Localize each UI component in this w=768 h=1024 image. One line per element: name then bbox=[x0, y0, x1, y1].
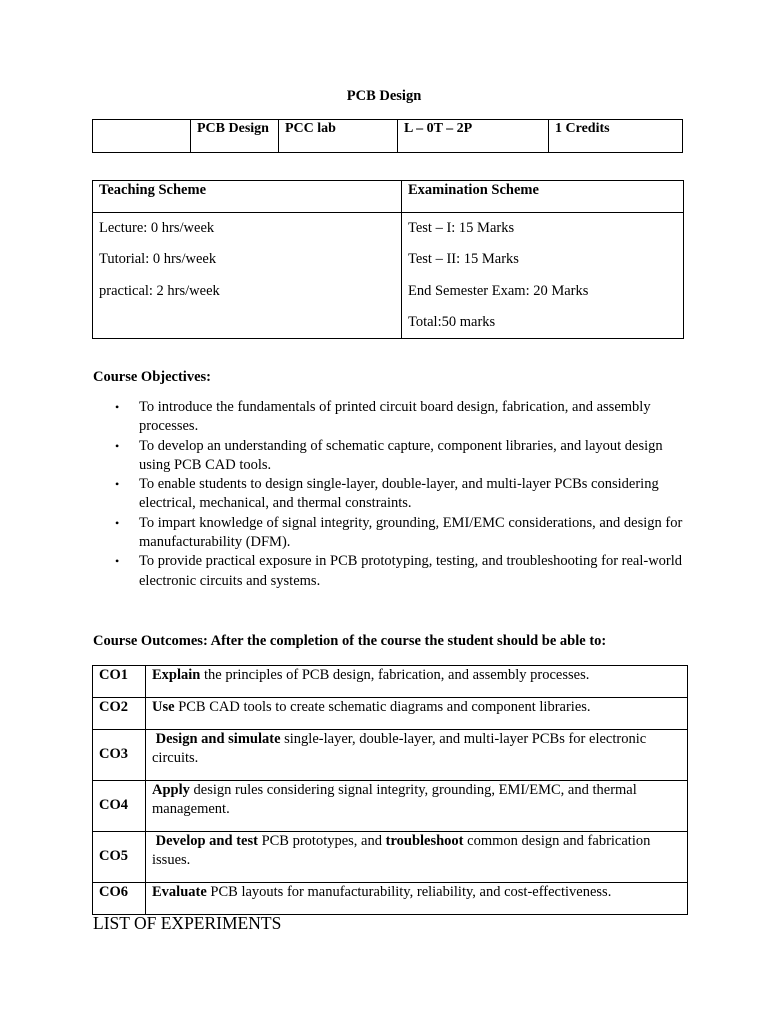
co-description bbox=[146, 730, 688, 781]
exam-scheme-header-text: Examination Scheme bbox=[408, 182, 539, 198]
table-row bbox=[93, 832, 688, 883]
co-verb: Apply bbox=[152, 782, 190, 798]
co-text-2: common design and fabrication issues. bbox=[152, 833, 651, 869]
teaching-scheme-header bbox=[93, 181, 402, 213]
co-code: CO6 bbox=[93, 883, 146, 915]
exam-test-1: Test – I: 15 Marks bbox=[408, 220, 515, 236]
list-item bbox=[93, 437, 693, 476]
objective-text: To develop an understanding of schematic capture, component libraries, and layout design using PCB CAD tools. bbox=[139, 437, 663, 473]
co-description bbox=[146, 832, 688, 883]
co-description bbox=[146, 666, 688, 698]
co-text: PCB layouts for manufacturability, reliability, and cost-effectiveness. bbox=[206, 884, 612, 900]
co-verb: Design and simulate bbox=[152, 731, 281, 747]
co-text: the principles of PCB design, fabrication, and assembly processes. bbox=[200, 667, 590, 683]
bullet-icon: • bbox=[115, 477, 120, 492]
course-name-cell: PCB Design bbox=[191, 120, 279, 153]
co-text: PCB prototypes, and bbox=[257, 833, 386, 849]
co-verb-2: troubleshoot bbox=[385, 833, 464, 849]
course-info-table bbox=[92, 119, 683, 153]
co-description bbox=[146, 883, 688, 915]
outcomes-table bbox=[92, 665, 688, 915]
teaching-tutorial: Tutorial: 0 hrs/week bbox=[99, 251, 217, 268]
course-ltp-cell: L – 0T – 2P bbox=[398, 120, 549, 153]
co-code: CO3 bbox=[93, 730, 146, 781]
table-row bbox=[93, 666, 688, 698]
exam-scheme-body bbox=[402, 213, 684, 339]
co-code: CO2 bbox=[93, 698, 146, 730]
teaching-lecture: Lecture: 0 hrs/week bbox=[99, 220, 215, 236]
list-of-experiments-heading: LIST OF EXPERIMENTS bbox=[93, 913, 282, 933]
bullet-icon: • bbox=[115, 438, 120, 453]
co-code: CO5 bbox=[93, 832, 146, 883]
co-code: CO1 bbox=[93, 666, 146, 698]
table-row bbox=[93, 883, 688, 915]
bullet-icon: • bbox=[115, 554, 120, 569]
co-verb: Explain bbox=[152, 667, 201, 683]
course-credits-cell: 1 Credits bbox=[549, 120, 683, 153]
course-blank-cell bbox=[93, 120, 191, 153]
list-item bbox=[93, 514, 693, 553]
co-text: design rules considering signal integrity, grounding, EMI/EMC, and thermal management. bbox=[152, 782, 637, 818]
exam-end-sem: End Semester Exam: 20 Marks bbox=[408, 282, 589, 299]
list-item bbox=[93, 552, 693, 591]
co-verb: Develop and test bbox=[152, 833, 258, 849]
objective-text: To enable students to design single-layer, double-layer, and multi-layer PCBs considering electrical, mechanical, and thermal constraints. bbox=[139, 476, 659, 512]
outcomes-heading: Course Outcomes: After the completion of the course the student should be able to: bbox=[93, 633, 607, 649]
co-verb: Evaluate bbox=[152, 884, 207, 900]
co-code: CO4 bbox=[93, 781, 146, 832]
teaching-scheme-header-text: Teaching Scheme bbox=[99, 182, 207, 198]
list-item bbox=[93, 398, 693, 437]
bullet-icon: • bbox=[115, 515, 120, 530]
bullet-icon: • bbox=[115, 400, 120, 414]
teaching-scheme-body bbox=[93, 213, 402, 339]
exam-total: Total:50 marks bbox=[408, 313, 496, 330]
page-title: PCB Design bbox=[346, 88, 422, 104]
objectives-heading: Course Objectives: bbox=[93, 369, 211, 385]
table-row bbox=[93, 781, 688, 832]
table-row bbox=[93, 730, 688, 781]
table-row bbox=[93, 698, 688, 730]
co-description bbox=[146, 698, 688, 730]
objective-text: To provide practical exposure in PCB prototyping, testing, and troubleshooting for real-world electronic circuits and systems. bbox=[139, 553, 683, 589]
co-verb: Use bbox=[152, 699, 175, 715]
course-category-cell: PCC lab bbox=[279, 120, 398, 153]
co-text: PCB CAD tools to create schematic diagrams and component libraries. bbox=[174, 699, 591, 715]
objective-text: To impart knowledge of signal integrity, grounding, EMI/EMC considerations, and design for manufacturability (DFM). bbox=[139, 514, 683, 551]
exam-test-2: Test – II: 15 Marks bbox=[408, 251, 519, 268]
objective-text: To introduce the fundamentals of printed circuit board design, fabrication, and assembly processes. bbox=[139, 399, 651, 435]
scheme-table bbox=[92, 180, 684, 339]
co-text: single-layer, double-layer, and multi-layer PCBs for electronic circuits. bbox=[152, 731, 647, 767]
co-description bbox=[146, 781, 688, 832]
exam-scheme-header bbox=[402, 181, 684, 213]
list-item bbox=[93, 475, 693, 514]
teaching-practical: practical: 2 hrs/week bbox=[99, 282, 220, 299]
objectives-list bbox=[93, 398, 693, 591]
